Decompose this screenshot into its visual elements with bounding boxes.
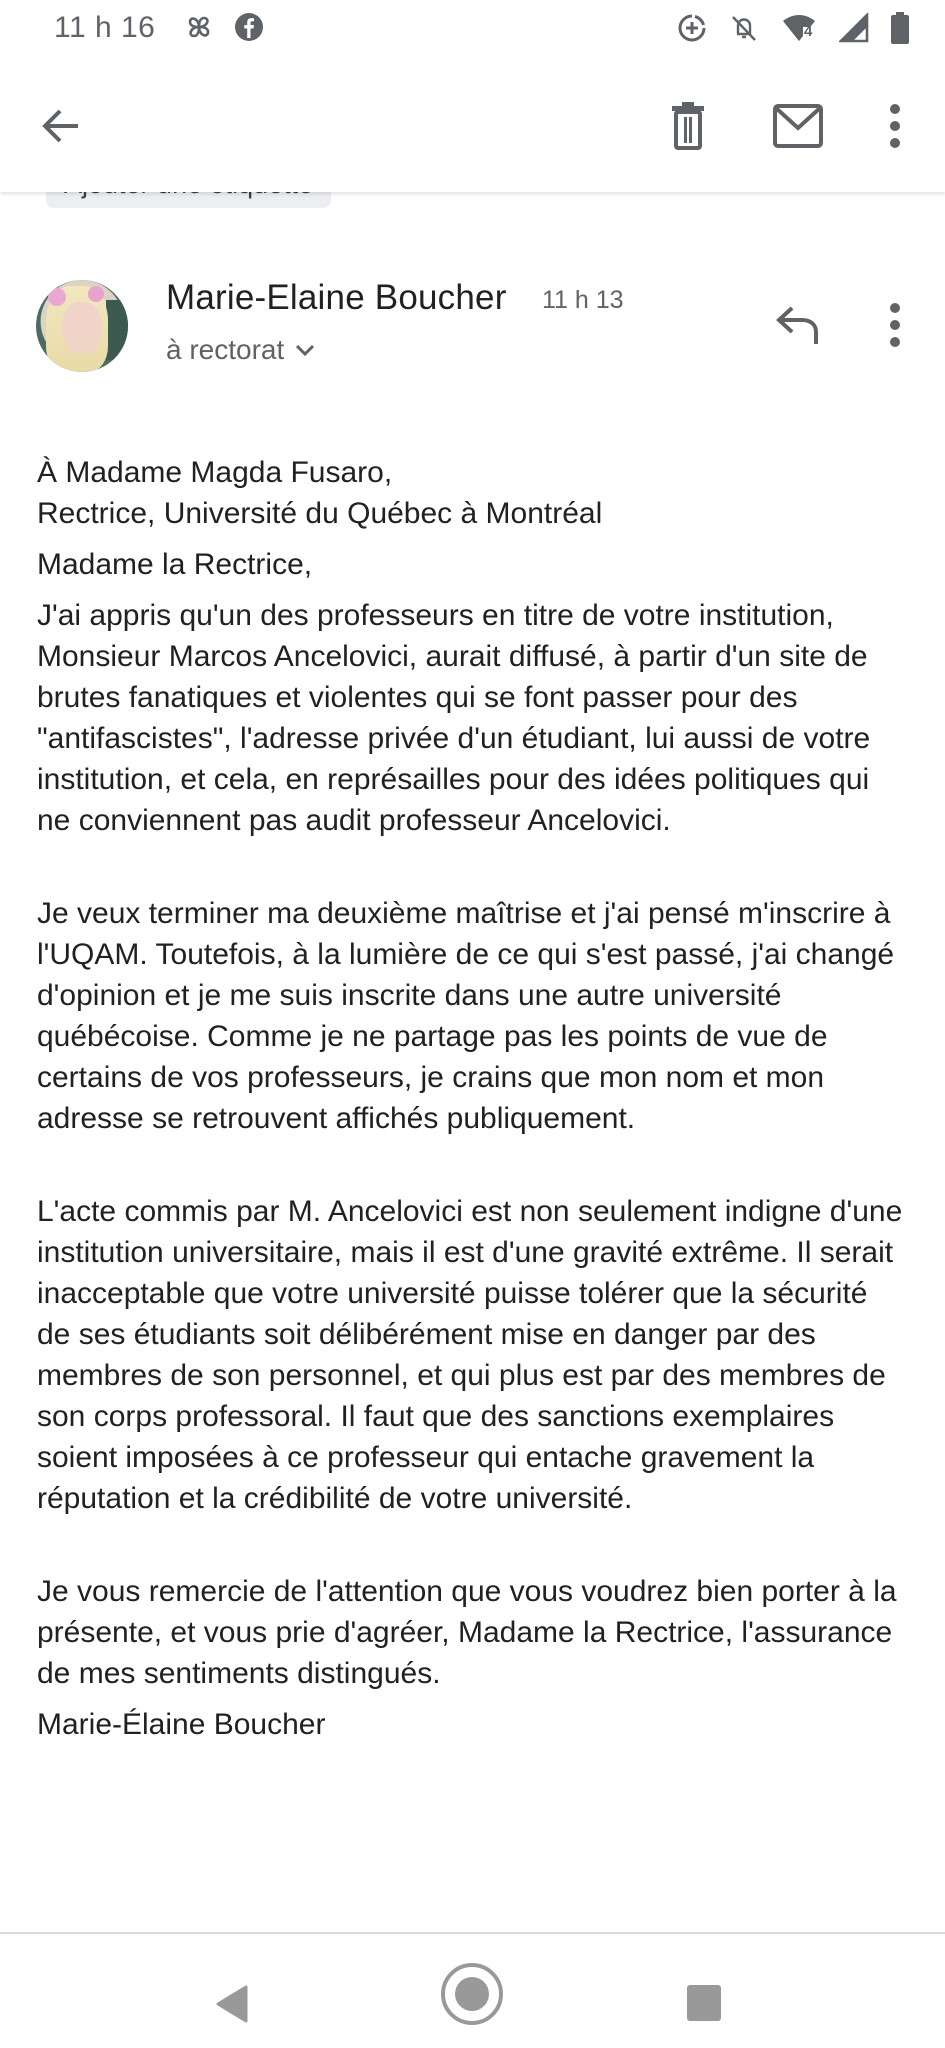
email-body	[37, 452, 907, 1745]
reply-icon	[772, 302, 824, 350]
more-options-button[interactable]	[876, 100, 914, 152]
back-button[interactable]	[38, 102, 86, 150]
status-bar	[0, 0, 945, 58]
nav-recents-button[interactable]	[686, 1984, 722, 2029]
battery-icon	[891, 12, 909, 49]
pinwheel-icon	[184, 12, 214, 47]
paragraph-2: Je veux terminer ma deuxième maîtrise et j'ai pensé m'inscrire à l'UQAM. Toutefois, à la lumière de ce qui s'est passé, j'ai changé d'opinion et je me suis inscrite dans une autre université québécoise. Comme je ne partage pas les points de vue de certains de vos professeurs, je crains que mon nom et mon adresse se retrouvent affichés publiquement.	[37, 897, 895, 1135]
nav-back-icon	[214, 1984, 250, 2024]
message-more-button[interactable]	[876, 300, 914, 350]
nav-recents-icon	[686, 1984, 722, 2024]
recipient-title-line: Rectrice, Université du Québec à Montréal	[37, 497, 603, 530]
recipient-label: à rectorat	[166, 334, 285, 365]
data-saver-icon	[677, 13, 707, 48]
nav-home-icon	[440, 1962, 504, 2026]
paragraph-4: Je vous remercie de l'attention que vous voudrez bien porter à la présente, et vous prie d'agréer, Madame la Rectrice, l'assurance de mes sentiments distingués.	[37, 1575, 897, 1690]
sender-name[interactable]: Marie-Elaine Boucher	[166, 278, 507, 317]
delete-button[interactable]	[664, 100, 712, 152]
greeting: Madame la Rectrice,	[37, 548, 313, 581]
more-vert-icon	[876, 100, 914, 152]
recipient-name-line: À Madame Magda Fusaro,	[37, 456, 393, 489]
nav-home-button[interactable]	[440, 1962, 504, 2031]
cell-signal-icon	[839, 13, 869, 48]
avatar[interactable]	[36, 280, 128, 372]
app-bar	[0, 58, 945, 192]
chevron-down-icon	[294, 343, 316, 357]
arrow-left-icon	[38, 102, 86, 150]
mail-icon	[770, 102, 826, 150]
wifi-icon	[781, 13, 817, 48]
paragraph-1: J'ai appris qu'un des professeurs en titre de votre institution, Monsieur Marcos Ancelovici, aurait diffusé, à partir d'un site de brutes fanatiques et violentes qui se font passer pour des "antifascistes", l'adresse privée d'un étudiant, lui aussi de votre institution, et cela, en représailles pour des idées politiques qui ne conviennent pas audit professeur Ancelovici.	[37, 599, 871, 837]
message-time: 11 h 13	[542, 286, 624, 314]
trash-icon	[664, 100, 712, 152]
message-header	[36, 278, 916, 378]
status-left-icons	[184, 12, 264, 47]
wifi-badge: 4	[804, 23, 813, 40]
status-right-icons	[677, 12, 909, 49]
facebook-icon	[234, 12, 264, 47]
status-time: 11 h 16	[54, 11, 156, 44]
recipient-details-toggle[interactable]	[166, 334, 316, 366]
mark-unread-button[interactable]	[770, 102, 826, 150]
reply-button[interactable]	[772, 302, 824, 350]
more-vert-icon	[876, 300, 914, 350]
system-navigation-bar	[0, 1932, 945, 2048]
notifications-off-icon	[729, 13, 759, 48]
nav-back-button[interactable]	[214, 1984, 250, 2029]
signature: Marie-Élaine Boucher	[37, 1708, 326, 1741]
paragraph-3: L'acte commis par M. Ancelovici est non seulement indigne d'une institution universitaire, mais il est d'une gravité extrême. Il serait inacceptable que votre université puisse tolérer que la sécurité de ses étudiants soit délibérément mise en danger par des membres de son personnel, et qui plus est par des membres de son corps professoral. Il faut que des sanctions exemplaires soient imposées à ce professeur qui entache gravement la réputation et la crédibilité de votre université.	[37, 1195, 903, 1515]
